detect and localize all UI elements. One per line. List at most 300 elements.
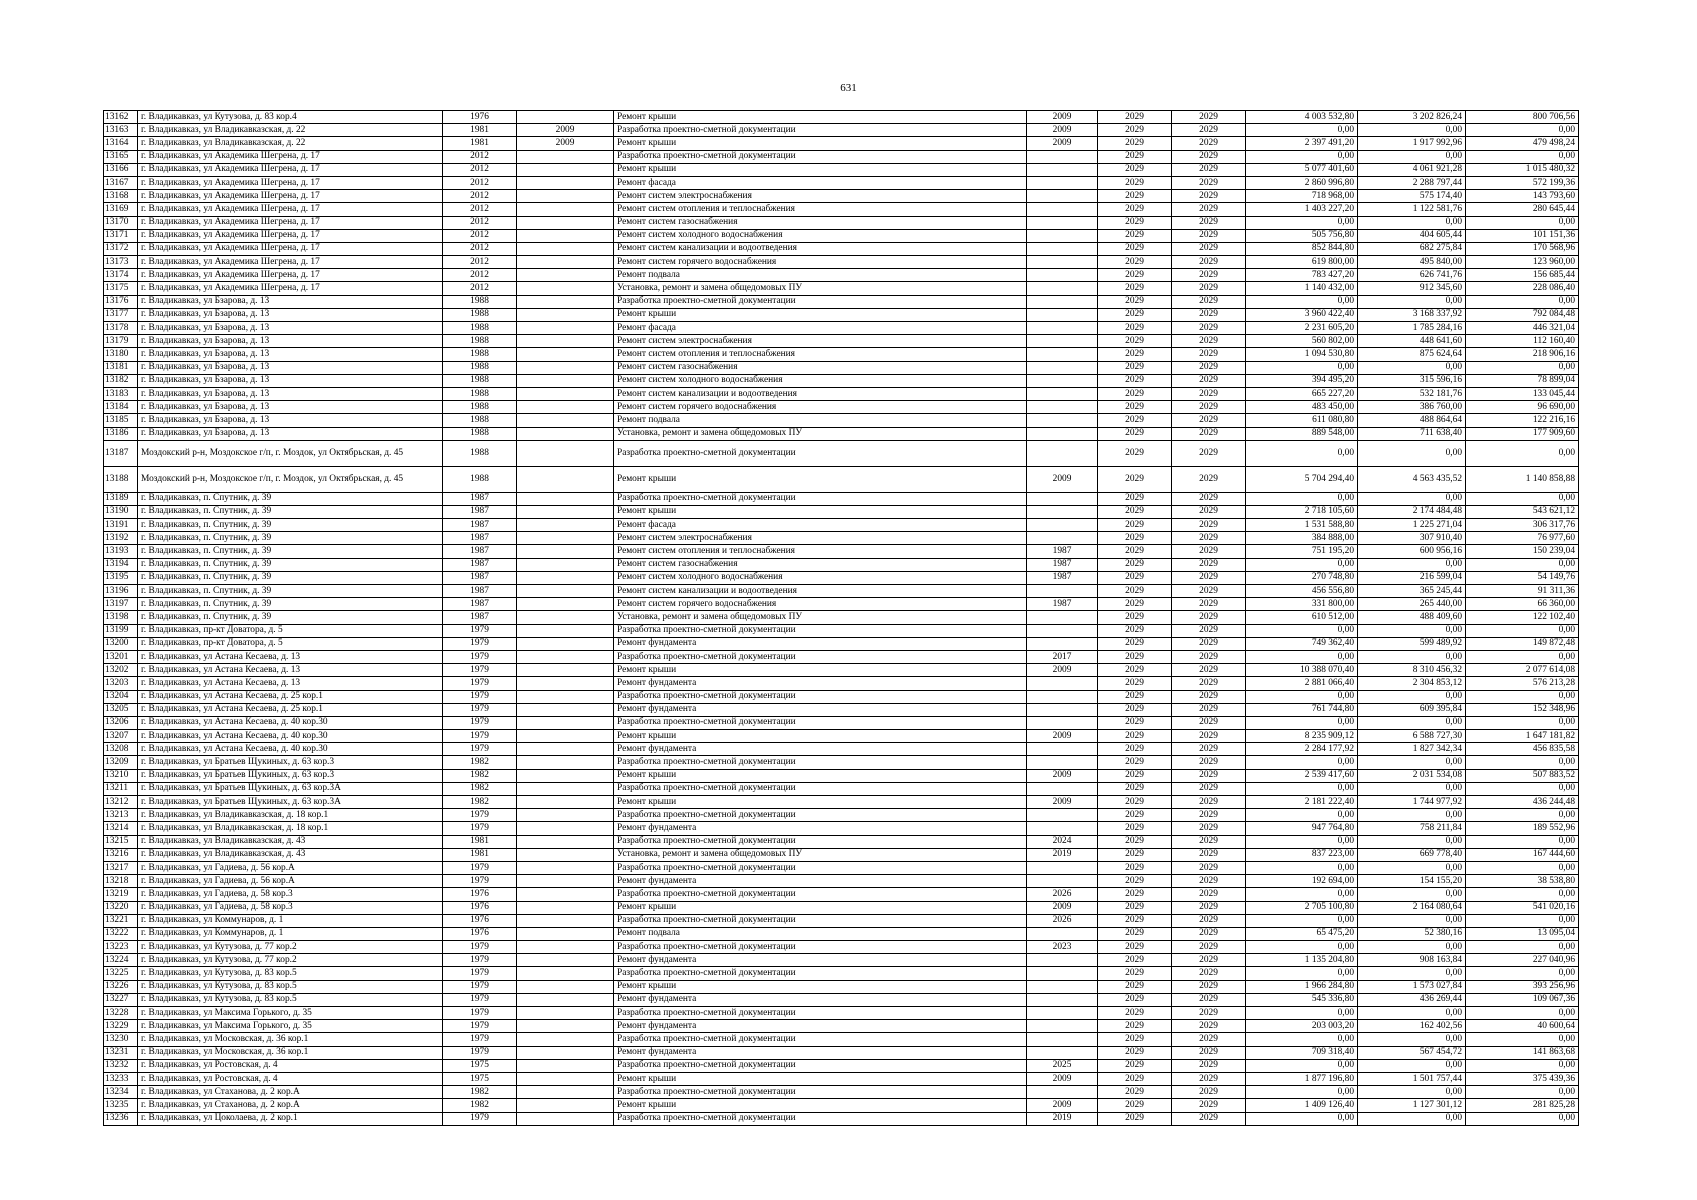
fund-cost-cell: 488 409,60: [1358, 611, 1466, 624]
address-cell: г. Владикавказ, ул Бзарова, д. 13: [138, 414, 443, 427]
plan-end-year-cell: 2029: [1172, 782, 1246, 795]
total-cost-cell: 2 860 996,80: [1246, 176, 1358, 189]
plan-start-year-cell: 2029: [1098, 967, 1172, 980]
work-type-cell: Ремонт крыши: [614, 466, 1027, 492]
prior-repair-year-cell: [517, 216, 614, 229]
total-cost-cell: 0,00: [1246, 941, 1358, 954]
plan-end-year-cell: 2029: [1172, 1112, 1246, 1125]
owner-cost-cell: 0,00: [1466, 967, 1579, 980]
table-row: [104, 282, 1579, 295]
fund-cost-cell: 0,00: [1358, 861, 1466, 874]
total-cost-cell: 1 135 204,80: [1246, 954, 1358, 967]
build-year-cell: 1979: [443, 677, 517, 690]
work-type-cell: Разработка проектно-сметной документации: [614, 782, 1027, 795]
row-number-cell: 13173: [104, 256, 138, 269]
plan-start-year-cell: 2029: [1098, 532, 1172, 545]
plan-end-year-cell: 2029: [1172, 1072, 1246, 1085]
prior-repair-year-cell: [517, 730, 614, 743]
plan-end-year-cell: 2029: [1172, 637, 1246, 650]
build-year-cell: 1988: [443, 427, 517, 440]
owner-cost-cell: 0,00: [1466, 650, 1579, 663]
build-year-cell: 1979: [443, 809, 517, 822]
build-year-cell: 1982: [443, 1086, 517, 1099]
prior-repair-year-cell: [517, 295, 614, 308]
plan-start-year-cell: 2029: [1098, 558, 1172, 571]
build-year-cell: 1987: [443, 532, 517, 545]
work-type-cell: Ремонт систем холодного водоснабжения: [614, 571, 1027, 584]
address-cell: г. Владикавказ, ул Бзарова, д. 13: [138, 335, 443, 348]
plan-end-year-cell: 2029: [1172, 269, 1246, 282]
prior-repair-year-cell: [517, 229, 614, 242]
prior-repair-year-cell: [517, 835, 614, 848]
table-row: [104, 229, 1579, 242]
total-cost-cell: 1 409 126,40: [1246, 1099, 1358, 1112]
row-number-cell: 13225: [104, 967, 138, 980]
prior-repair-year-cell: [517, 822, 614, 835]
build-year-cell: 2012: [443, 163, 517, 176]
last-repair-year-cell: [1027, 980, 1098, 993]
fund-cost-cell: 0,00: [1358, 1086, 1466, 1099]
total-cost-cell: 0,00: [1246, 1059, 1358, 1072]
work-type-cell: Установка, ремонт и замена общедомовых ПУ: [614, 611, 1027, 624]
work-type-cell: Разработка проектно-сметной документации: [614, 967, 1027, 980]
address-cell: г. Владикавказ, ул Академика Шегрена, д. 17: [138, 256, 443, 269]
last-repair-year-cell: [1027, 414, 1098, 427]
total-cost-cell: 852 844,80: [1246, 242, 1358, 255]
address-cell: г. Владикавказ, ул Бзарова, д. 13: [138, 361, 443, 374]
plan-end-year-cell: 2029: [1172, 505, 1246, 518]
plan-start-year-cell: 2029: [1098, 611, 1172, 624]
owner-cost-cell: 393 256,96: [1466, 980, 1579, 993]
build-year-cell: 1981: [443, 848, 517, 861]
row-number-cell: 13222: [104, 927, 138, 940]
fund-cost-cell: 1 225 271,04: [1358, 519, 1466, 532]
fund-cost-cell: 8 310 456,32: [1358, 664, 1466, 677]
work-type-cell: Ремонт фасада: [614, 519, 1027, 532]
fund-cost-cell: 669 778,40: [1358, 848, 1466, 861]
owner-cost-cell: 0,00: [1466, 1033, 1579, 1046]
total-cost-cell: 0,00: [1246, 150, 1358, 163]
address-cell: г. Владикавказ, ул Цоколаева, д. 2 кор.1: [138, 1112, 443, 1125]
work-type-cell: Ремонт крыши: [614, 1072, 1027, 1085]
work-type-cell: Ремонт систем газоснабжения: [614, 361, 1027, 374]
plan-end-year-cell: 2029: [1172, 730, 1246, 743]
owner-cost-cell: 0,00: [1466, 809, 1579, 822]
build-year-cell: 1988: [443, 335, 517, 348]
total-cost-cell: 1 403 227,20: [1246, 203, 1358, 216]
prior-repair-year-cell: [517, 927, 614, 940]
address-cell: г. Владикавказ, п. Спутник, д. 39: [138, 571, 443, 584]
prior-repair-year-cell: [517, 980, 614, 993]
plan-end-year-cell: 2029: [1172, 941, 1246, 954]
fund-cost-cell: 0,00: [1358, 782, 1466, 795]
total-cost-cell: 0,00: [1246, 756, 1358, 769]
row-number-cell: 13187: [104, 440, 138, 466]
prior-repair-year-cell: [517, 611, 614, 624]
table-row: [104, 611, 1579, 624]
table-row: [104, 980, 1579, 993]
build-year-cell: 1975: [443, 1059, 517, 1072]
plan-end-year-cell: 2029: [1172, 1046, 1246, 1059]
fund-cost-cell: 404 605,44: [1358, 229, 1466, 242]
row-number-cell: 13165: [104, 150, 138, 163]
total-cost-cell: 270 748,80: [1246, 571, 1358, 584]
plan-start-year-cell: 2029: [1098, 203, 1172, 216]
row-number-cell: 13220: [104, 901, 138, 914]
build-year-cell: 1979: [443, 1020, 517, 1033]
owner-cost-cell: 0,00: [1466, 124, 1579, 137]
work-type-cell: Ремонт систем газоснабжения: [614, 216, 1027, 229]
address-cell: Моздокский р-н, Моздокское г/п, г. Моздок, ул Октябрьская, д. 45: [138, 440, 443, 466]
fund-cost-cell: 0,00: [1358, 716, 1466, 729]
address-cell: г. Владикавказ, ул Астана Кесаева, д. 13: [138, 664, 443, 677]
build-year-cell: 2012: [443, 190, 517, 203]
address-cell: г. Владикавказ, ул Владикавказская, д. 22: [138, 137, 443, 150]
plan-start-year-cell: 2029: [1098, 466, 1172, 492]
work-type-cell: Ремонт систем канализации и водоотведения: [614, 387, 1027, 400]
plan-end-year-cell: 2029: [1172, 650, 1246, 663]
build-year-cell: 1979: [443, 861, 517, 874]
table-row: [104, 585, 1579, 598]
table-row: [104, 348, 1579, 361]
prior-repair-year-cell: [517, 954, 614, 967]
work-type-cell: Разработка проектно-сметной документации: [614, 716, 1027, 729]
last-repair-year-cell: [1027, 440, 1098, 466]
owner-cost-cell: 13 095,04: [1466, 927, 1579, 940]
owner-cost-cell: 0,00: [1466, 861, 1579, 874]
address-cell: г. Владикавказ, ул Бзарова, д. 13: [138, 322, 443, 335]
row-number-cell: 13223: [104, 941, 138, 954]
last-repair-year-cell: 2019: [1027, 1112, 1098, 1125]
address-cell: г. Владикавказ, п. Спутник, д. 39: [138, 611, 443, 624]
plan-end-year-cell: 2029: [1172, 914, 1246, 927]
table-row: [104, 716, 1579, 729]
address-cell: г. Владикавказ, ул Братьев Щукиных, д. 63 кор.3А: [138, 796, 443, 809]
prior-repair-year-cell: 2009: [517, 124, 614, 137]
last-repair-year-cell: [1027, 611, 1098, 624]
address-cell: г. Владикавказ, ул Кутузова, д. 77 кор.2: [138, 954, 443, 967]
build-year-cell: 1988: [443, 308, 517, 321]
plan-end-year-cell: 2029: [1172, 716, 1246, 729]
address-cell: г. Владикавказ, п. Спутник, д. 39: [138, 532, 443, 545]
table-row: [104, 769, 1579, 782]
plan-start-year-cell: 2029: [1098, 822, 1172, 835]
row-number-cell: 13208: [104, 743, 138, 756]
plan-start-year-cell: 2029: [1098, 571, 1172, 584]
prior-repair-year-cell: [517, 256, 614, 269]
plan-start-year-cell: 2029: [1098, 743, 1172, 756]
build-year-cell: 1987: [443, 571, 517, 584]
plan-start-year-cell: 2029: [1098, 1072, 1172, 1085]
plan-end-year-cell: 2029: [1172, 690, 1246, 703]
plan-end-year-cell: 2029: [1172, 598, 1246, 611]
owner-cost-cell: 0,00: [1466, 1086, 1579, 1099]
address-cell: г. Владикавказ, ул Максима Горького, д. 35: [138, 1007, 443, 1020]
row-number-cell: 13167: [104, 176, 138, 189]
row-number-cell: 13166: [104, 163, 138, 176]
prior-repair-year-cell: [517, 1099, 614, 1112]
plan-start-year-cell: 2029: [1098, 993, 1172, 1006]
work-type-cell: Ремонт систем отопления и теплоснабжения: [614, 545, 1027, 558]
prior-repair-year-cell: [517, 848, 614, 861]
row-number-cell: 13172: [104, 242, 138, 255]
last-repair-year-cell: 2009: [1027, 137, 1098, 150]
table-row: [104, 505, 1579, 518]
fund-cost-cell: 912 345,60: [1358, 282, 1466, 295]
row-number-cell: 13218: [104, 875, 138, 888]
prior-repair-year-cell: [517, 703, 614, 716]
owner-cost-cell: 143 793,60: [1466, 190, 1579, 203]
build-year-cell: 1982: [443, 756, 517, 769]
fund-cost-cell: 1 122 581,76: [1358, 203, 1466, 216]
build-year-cell: 1976: [443, 914, 517, 927]
prior-repair-year-cell: [517, 335, 614, 348]
table-row: [104, 190, 1579, 203]
plan-end-year-cell: 2029: [1172, 519, 1246, 532]
plan-start-year-cell: 2029: [1098, 229, 1172, 242]
plan-start-year-cell: 2029: [1098, 901, 1172, 914]
last-repair-year-cell: [1027, 361, 1098, 374]
table-row: [104, 967, 1579, 980]
work-type-cell: Ремонт систем горячего водоснабжения: [614, 401, 1027, 414]
fund-cost-cell: 3 202 826,24: [1358, 111, 1466, 124]
row-number-cell: 13174: [104, 269, 138, 282]
fund-cost-cell: 1 827 342,34: [1358, 743, 1466, 756]
address-cell: г. Владикавказ, ул Гадиева, д. 58 кор.3: [138, 901, 443, 914]
address-cell: г. Владикавказ, п. Спутник, д. 39: [138, 519, 443, 532]
prior-repair-year-cell: [517, 769, 614, 782]
fund-cost-cell: 0,00: [1358, 967, 1466, 980]
plan-start-year-cell: 2029: [1098, 954, 1172, 967]
work-type-cell: Установка, ремонт и замена общедомовых ПУ: [614, 282, 1027, 295]
build-year-cell: 1979: [443, 716, 517, 729]
total-cost-cell: 1 877 196,80: [1246, 1072, 1358, 1085]
build-year-cell: 1987: [443, 505, 517, 518]
total-cost-cell: 5 077 401,60: [1246, 163, 1358, 176]
fund-cost-cell: 0,00: [1358, 1033, 1466, 1046]
owner-cost-cell: 76 977,60: [1466, 532, 1579, 545]
fund-cost-cell: 532 181,76: [1358, 387, 1466, 400]
plan-end-year-cell: 2029: [1172, 124, 1246, 137]
build-year-cell: 1979: [443, 954, 517, 967]
last-repair-year-cell: [1027, 782, 1098, 795]
last-repair-year-cell: [1027, 427, 1098, 440]
row-number-cell: 13185: [104, 414, 138, 427]
work-type-cell: Ремонт крыши: [614, 137, 1027, 150]
plan-end-year-cell: 2029: [1172, 611, 1246, 624]
address-cell: г. Владикавказ, ул Гадиева, д. 56 кор.А: [138, 861, 443, 874]
fund-cost-cell: 0,00: [1358, 492, 1466, 505]
build-year-cell: 1979: [443, 967, 517, 980]
owner-cost-cell: 150 239,04: [1466, 545, 1579, 558]
work-type-cell: Разработка проектно-сметной документации: [614, 835, 1027, 848]
build-year-cell: 1987: [443, 598, 517, 611]
address-cell: г. Владикавказ, ул Братьев Щукиных, д. 63 кор.3: [138, 769, 443, 782]
last-repair-year-cell: [1027, 387, 1098, 400]
last-repair-year-cell: 2009: [1027, 730, 1098, 743]
address-cell: г. Владикавказ, ул Московская, д. 36 кор.1: [138, 1033, 443, 1046]
owner-cost-cell: 141 863,68: [1466, 1046, 1579, 1059]
last-repair-year-cell: [1027, 256, 1098, 269]
address-cell: г. Владикавказ, ул Астана Кесаева, д. 13: [138, 650, 443, 663]
total-cost-cell: 545 336,80: [1246, 993, 1358, 1006]
address-cell: г. Владикавказ, ул Братьев Щукиных, д. 63 кор.3: [138, 756, 443, 769]
plan-start-year-cell: 2029: [1098, 124, 1172, 137]
plan-end-year-cell: 2029: [1172, 427, 1246, 440]
table-row: [104, 848, 1579, 861]
work-type-cell: Разработка проектно-сметной документации: [614, 861, 1027, 874]
work-type-cell: Разработка проектно-сметной документации: [614, 650, 1027, 663]
address-cell: г. Владикавказ, п. Спутник, д. 39: [138, 492, 443, 505]
plan-start-year-cell: 2029: [1098, 216, 1172, 229]
last-repair-year-cell: [1027, 993, 1098, 1006]
build-year-cell: 1982: [443, 782, 517, 795]
plan-end-year-cell: 2029: [1172, 242, 1246, 255]
table-row: [104, 242, 1579, 255]
total-cost-cell: 0,00: [1246, 690, 1358, 703]
owner-cost-cell: 96 690,00: [1466, 401, 1579, 414]
table-row: [104, 743, 1579, 756]
table-row: [104, 308, 1579, 321]
row-number-cell: 13210: [104, 769, 138, 782]
plan-end-year-cell: 2029: [1172, 861, 1246, 874]
plan-start-year-cell: 2029: [1098, 980, 1172, 993]
total-cost-cell: 384 888,00: [1246, 532, 1358, 545]
total-cost-cell: 2 397 491,20: [1246, 137, 1358, 150]
table-row: [104, 269, 1579, 282]
prior-repair-year-cell: [517, 322, 614, 335]
last-repair-year-cell: [1027, 348, 1098, 361]
fund-cost-cell: 0,00: [1358, 124, 1466, 137]
build-year-cell: 1987: [443, 492, 517, 505]
plan-start-year-cell: 2029: [1098, 941, 1172, 954]
prior-repair-year-cell: [517, 967, 614, 980]
address-cell: г. Владикавказ, ул Академика Шегрена, д. 17: [138, 216, 443, 229]
fund-cost-cell: 0,00: [1358, 558, 1466, 571]
owner-cost-cell: 280 645,44: [1466, 203, 1579, 216]
fund-cost-cell: 1 917 992,96: [1358, 137, 1466, 150]
plan-start-year-cell: 2029: [1098, 111, 1172, 124]
last-repair-year-cell: [1027, 875, 1098, 888]
table-row: [104, 440, 1579, 466]
total-cost-cell: 0,00: [1246, 624, 1358, 637]
row-number-cell: 13229: [104, 1020, 138, 1033]
table-row: [104, 532, 1579, 545]
table-row: [104, 875, 1579, 888]
plan-start-year-cell: 2029: [1098, 505, 1172, 518]
owner-cost-cell: 800 706,56: [1466, 111, 1579, 124]
table-row: [104, 1033, 1579, 1046]
work-type-cell: Ремонт крыши: [614, 163, 1027, 176]
table-row: [104, 466, 1579, 492]
total-cost-cell: 2 705 100,80: [1246, 901, 1358, 914]
prior-repair-year-cell: [517, 598, 614, 611]
owner-cost-cell: 0,00: [1466, 782, 1579, 795]
total-cost-cell: 837 223,00: [1246, 848, 1358, 861]
address-cell: г. Владикавказ, ул Бзарова, д. 13: [138, 427, 443, 440]
address-cell: г. Владикавказ, ул Московская, д. 36 кор.1: [138, 1046, 443, 1059]
address-cell: г. Владикавказ, п. Спутник, д. 39: [138, 558, 443, 571]
address-cell: г. Владикавказ, ул Бзарова, д. 13: [138, 401, 443, 414]
work-type-cell: Разработка проектно-сметной документации: [614, 295, 1027, 308]
fund-cost-cell: 386 760,00: [1358, 401, 1466, 414]
row-number-cell: 13195: [104, 571, 138, 584]
row-number-cell: 13227: [104, 993, 138, 1006]
row-number-cell: 13186: [104, 427, 138, 440]
work-type-cell: Ремонт фундамента: [614, 703, 1027, 716]
build-year-cell: 1979: [443, 993, 517, 1006]
build-year-cell: 1982: [443, 769, 517, 782]
address-cell: г. Владикавказ, ул Кутузова, д. 83 кор.4: [138, 111, 443, 124]
prior-repair-year-cell: [517, 571, 614, 584]
row-number-cell: 13203: [104, 677, 138, 690]
last-repair-year-cell: [1027, 322, 1098, 335]
prior-repair-year-cell: [517, 624, 614, 637]
fund-cost-cell: 0,00: [1358, 1007, 1466, 1020]
plan-start-year-cell: 2029: [1098, 716, 1172, 729]
table-row: [104, 361, 1579, 374]
plan-end-year-cell: 2029: [1172, 545, 1246, 558]
fund-cost-cell: 4 061 921,28: [1358, 163, 1466, 176]
prior-repair-year-cell: [517, 242, 614, 255]
last-repair-year-cell: [1027, 716, 1098, 729]
total-cost-cell: 483 450,00: [1246, 401, 1358, 414]
work-type-cell: Ремонт крыши: [614, 1099, 1027, 1112]
table-row: [104, 401, 1579, 414]
owner-cost-cell: 152 348,96: [1466, 703, 1579, 716]
prior-repair-year-cell: [517, 664, 614, 677]
address-cell: г. Владикавказ, ул Астана Кесаева, д. 25 кор.1: [138, 703, 443, 716]
address-cell: Моздокский р-н, Моздокское г/п, г. Моздок, ул Октябрьская, д. 45: [138, 466, 443, 492]
row-number-cell: 13221: [104, 914, 138, 927]
total-cost-cell: 2 181 222,40: [1246, 796, 1358, 809]
last-repair-year-cell: [1027, 624, 1098, 637]
table-row: [104, 796, 1579, 809]
plan-start-year-cell: 2029: [1098, 401, 1172, 414]
last-repair-year-cell: 1987: [1027, 558, 1098, 571]
last-repair-year-cell: [1027, 163, 1098, 176]
fund-cost-cell: 758 211,84: [1358, 822, 1466, 835]
table-row: [104, 256, 1579, 269]
plan-end-year-cell: 2029: [1172, 835, 1246, 848]
table-row: [104, 492, 1579, 505]
work-type-cell: Ремонт крыши: [614, 664, 1027, 677]
row-number-cell: 13219: [104, 888, 138, 901]
total-cost-cell: 0,00: [1246, 835, 1358, 848]
build-year-cell: 1979: [443, 822, 517, 835]
owner-cost-cell: 0,00: [1466, 756, 1579, 769]
table-row: [104, 901, 1579, 914]
prior-repair-year-cell: [517, 269, 614, 282]
row-number-cell: 13162: [104, 111, 138, 124]
plan-start-year-cell: 2029: [1098, 414, 1172, 427]
work-type-cell: Ремонт систем отопления и теплоснабжения: [614, 203, 1027, 216]
plan-start-year-cell: 2029: [1098, 598, 1172, 611]
plan-end-year-cell: 2029: [1172, 585, 1246, 598]
plan-start-year-cell: 2029: [1098, 835, 1172, 848]
prior-repair-year-cell: [517, 387, 614, 400]
last-repair-year-cell: 1987: [1027, 598, 1098, 611]
owner-cost-cell: 306 317,76: [1466, 519, 1579, 532]
table-row: [104, 835, 1579, 848]
total-cost-cell: 1 966 284,80: [1246, 980, 1358, 993]
last-repair-year-cell: [1027, 809, 1098, 822]
work-type-cell: Ремонт фундамента: [614, 822, 1027, 835]
build-year-cell: 1988: [443, 295, 517, 308]
work-type-cell: Разработка проектно-сметной документации: [614, 809, 1027, 822]
build-year-cell: 1975: [443, 1072, 517, 1085]
owner-cost-cell: 91 311,36: [1466, 585, 1579, 598]
